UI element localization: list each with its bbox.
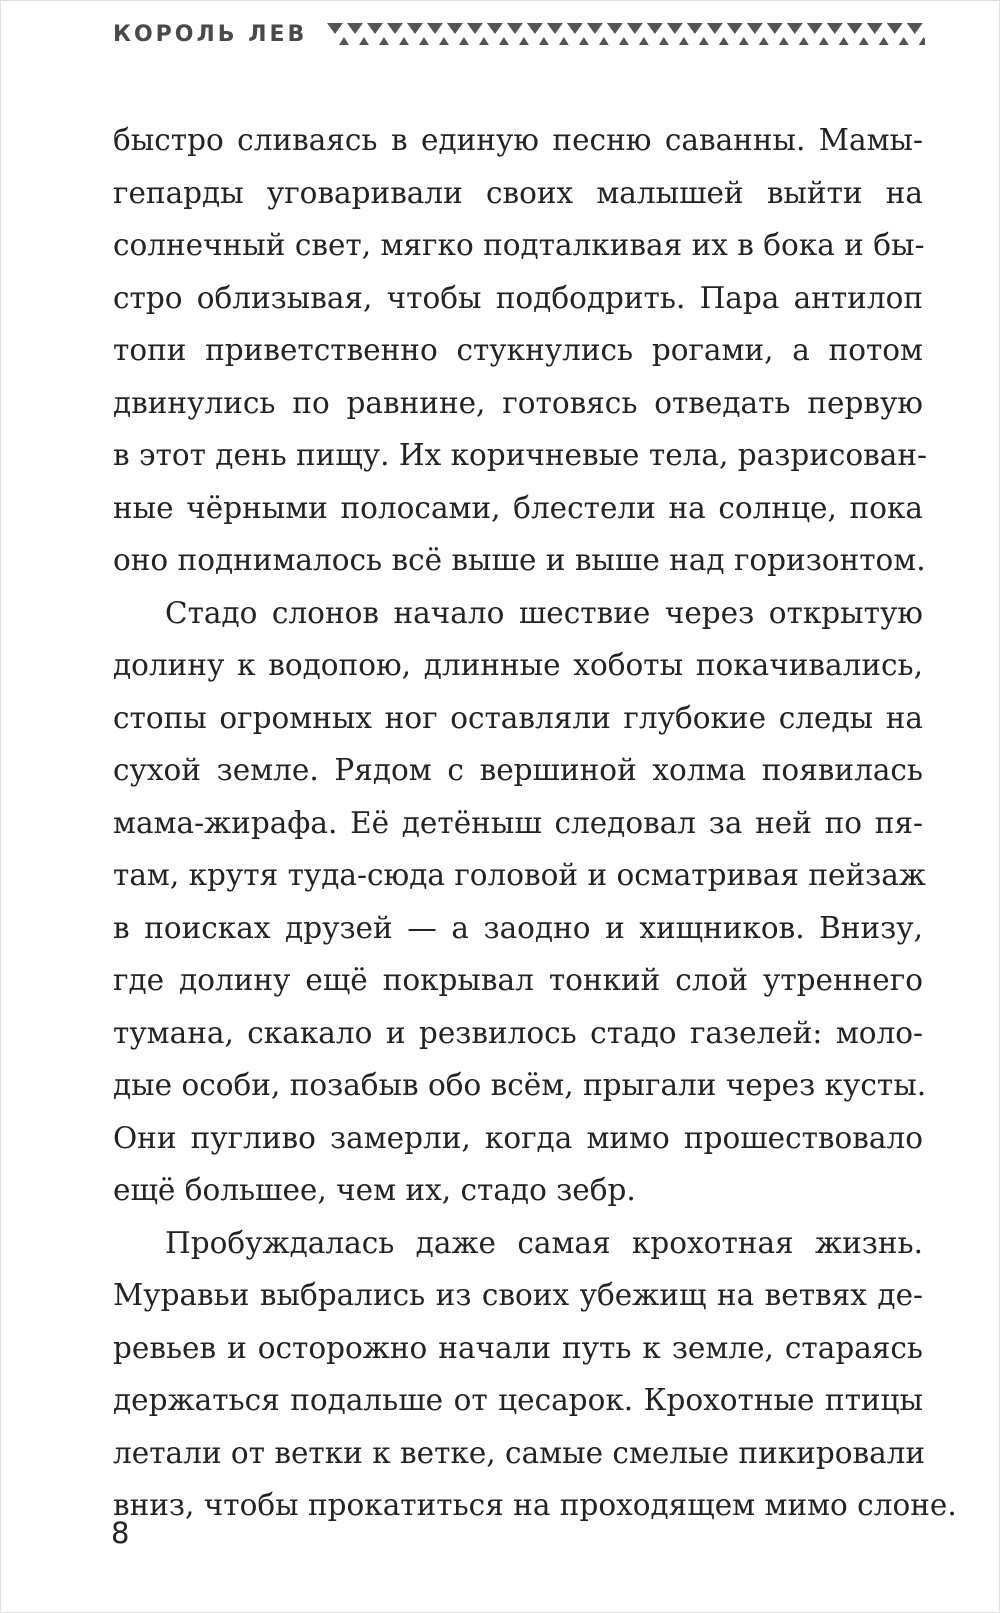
paragraph-3 — [113, 1217, 957, 1532]
ornament-triangle — [339, 37, 349, 45]
ornament-triangle — [719, 37, 729, 45]
running-head-title: КОРОЛЬ ЛЕВ — [113, 21, 308, 47]
ornament-triangle — [487, 23, 503, 34]
text-line: гепарды уговаривали своих малышей выйти на — [113, 175, 923, 210]
ornament-triangle — [747, 23, 763, 34]
ornament-triangle — [679, 37, 689, 45]
ornament-triangle — [467, 23, 483, 34]
ornament-triangle — [359, 37, 369, 45]
ornament-triangle — [919, 37, 925, 45]
ornament-triangle — [459, 37, 469, 45]
text-line: оно поднималось всё выше и выше над горизонтом. — [113, 543, 926, 577]
body-text — [113, 114, 957, 1532]
ornament-triangle — [427, 23, 443, 34]
text-line: Муравьи выбрались из своих убежищ на ветвях де- — [113, 1278, 923, 1312]
ornament-triangle — [667, 23, 683, 34]
ornament-triangle — [599, 37, 609, 45]
page-number: 8 — [111, 1516, 130, 1550]
ornament-triangle — [367, 23, 383, 34]
text-line: Стадо слонов начало шествие через открытую — [165, 595, 923, 630]
text-line: ные чёрными полосами, блестели на солнце, пока — [113, 490, 923, 525]
ornament-triangle — [779, 37, 789, 45]
text-line: Они пугливо замерли, когда мимо прошествовало — [113, 1120, 923, 1155]
ornament-triangle — [507, 23, 523, 34]
ornament-triangle — [887, 23, 903, 34]
ornament-triangle — [867, 23, 883, 34]
ornament-triangle — [499, 37, 509, 45]
ornament-triangle — [859, 37, 869, 45]
text-line: Пробуждалась даже самая крохотная жизнь. — [165, 1225, 923, 1260]
ornament-triangle — [387, 23, 403, 34]
ornament-triangle — [439, 37, 449, 45]
ornament-triangle — [399, 37, 409, 45]
ornament-triangle — [647, 23, 663, 34]
ornament-triangle — [847, 23, 863, 34]
running-head — [113, 17, 925, 51]
text-line: быстро сливаясь в единую песню саванны. Мамы- — [113, 123, 923, 157]
ornament-triangle — [687, 23, 703, 34]
ornament-triangle — [727, 23, 743, 34]
ornament-triangle — [759, 37, 769, 45]
ornament-triangle — [327, 23, 343, 34]
text-line: вниз, чтобы прокатиться на проходящем мимо слоне. — [113, 1488, 957, 1522]
ornament-triangle — [807, 23, 823, 34]
text-line: в этот день пищу. Их коричневые тела, разрисован- — [113, 438, 927, 472]
ornament-triangle — [699, 37, 709, 45]
text-line: двинулись по равнине, готовясь отведать первую — [113, 385, 923, 420]
ornament-triangle — [819, 37, 829, 45]
ornament-triangle — [899, 37, 909, 45]
text-line: где долину ещё покрывал тонкий слой утреннего — [113, 963, 923, 997]
text-line: долину к водопою, длинные хоботы покачивались, — [113, 648, 923, 682]
text-line: ещё большее, чем их, стадо зебр. — [113, 1173, 636, 1207]
text-line: тумана, скакало и резвилось стадо газелей: моло- — [113, 1015, 923, 1050]
ornament-triangle — [579, 37, 589, 45]
text-line: сухой земле. Рядом с вершиной холма появилась — [113, 753, 923, 787]
ornament-triangle — [447, 23, 463, 34]
ornament-triangle — [527, 23, 543, 34]
ornament-triangle — [627, 23, 643, 34]
ornament-triangle — [907, 23, 923, 34]
text-line: стро облизывая, чтобы подбодрить. Пара антилоп — [113, 280, 923, 315]
ornament-triangle — [539, 37, 549, 45]
triangle-border-ornament-icon — [325, 21, 925, 47]
ornament-triangle — [567, 23, 583, 34]
ornament-triangle — [619, 37, 629, 45]
ornament-triangle — [547, 23, 563, 34]
ornament-triangle — [607, 23, 623, 34]
ornament-triangle — [587, 23, 603, 34]
ornament-triangle — [739, 37, 749, 45]
ornament-triangle — [799, 37, 809, 45]
text-line: мама-жирафа. Её детёныш следовал за ней по пя- — [113, 805, 923, 840]
ornament-triangle — [519, 37, 529, 45]
ornament-triangle — [407, 23, 423, 34]
ornament-triangle — [479, 37, 489, 45]
text-line: ревьев и осторожно начали путь к земле, стараясь — [113, 1330, 923, 1365]
text-line: стопы огромных ног оставляли глубокие следы на — [113, 700, 923, 735]
ornament-triangle — [347, 23, 363, 34]
text-line: летали от ветки к ветке, самые смелые пикировали — [113, 1435, 926, 1470]
ornament-triangle — [707, 23, 723, 34]
ornament-triangle — [787, 23, 803, 34]
ornament-triangle — [767, 23, 783, 34]
text-line: в поисках друзей — а заодно и хищников. Внизу, — [113, 910, 923, 945]
ornament-triangle — [839, 37, 849, 45]
ornament-triangle — [419, 37, 429, 45]
ornament-triangle — [659, 37, 669, 45]
ornament-triangle — [379, 37, 389, 45]
paragraph-2 — [113, 587, 927, 1217]
ornament-triangle — [827, 23, 843, 34]
paragraph-1 — [113, 114, 927, 587]
text-line: солнечный свет, мягко подталкивая их в бока и бы- — [113, 228, 925, 262]
ornament-triangle — [559, 37, 569, 45]
ornament-triangle — [879, 37, 889, 45]
text-line: дые особи, позабыв обо всём, прыгали через кусты. — [113, 1068, 927, 1102]
ornament-triangle — [639, 37, 649, 45]
text-line: топи приветственно стукнулись рогами, а потом — [113, 333, 923, 367]
text-line: держаться подальше от цесарок. Крохотные птицы — [113, 1383, 923, 1417]
text-line: там, крутя туда-сюда головой и осматривая пейзаж — [113, 858, 926, 892]
